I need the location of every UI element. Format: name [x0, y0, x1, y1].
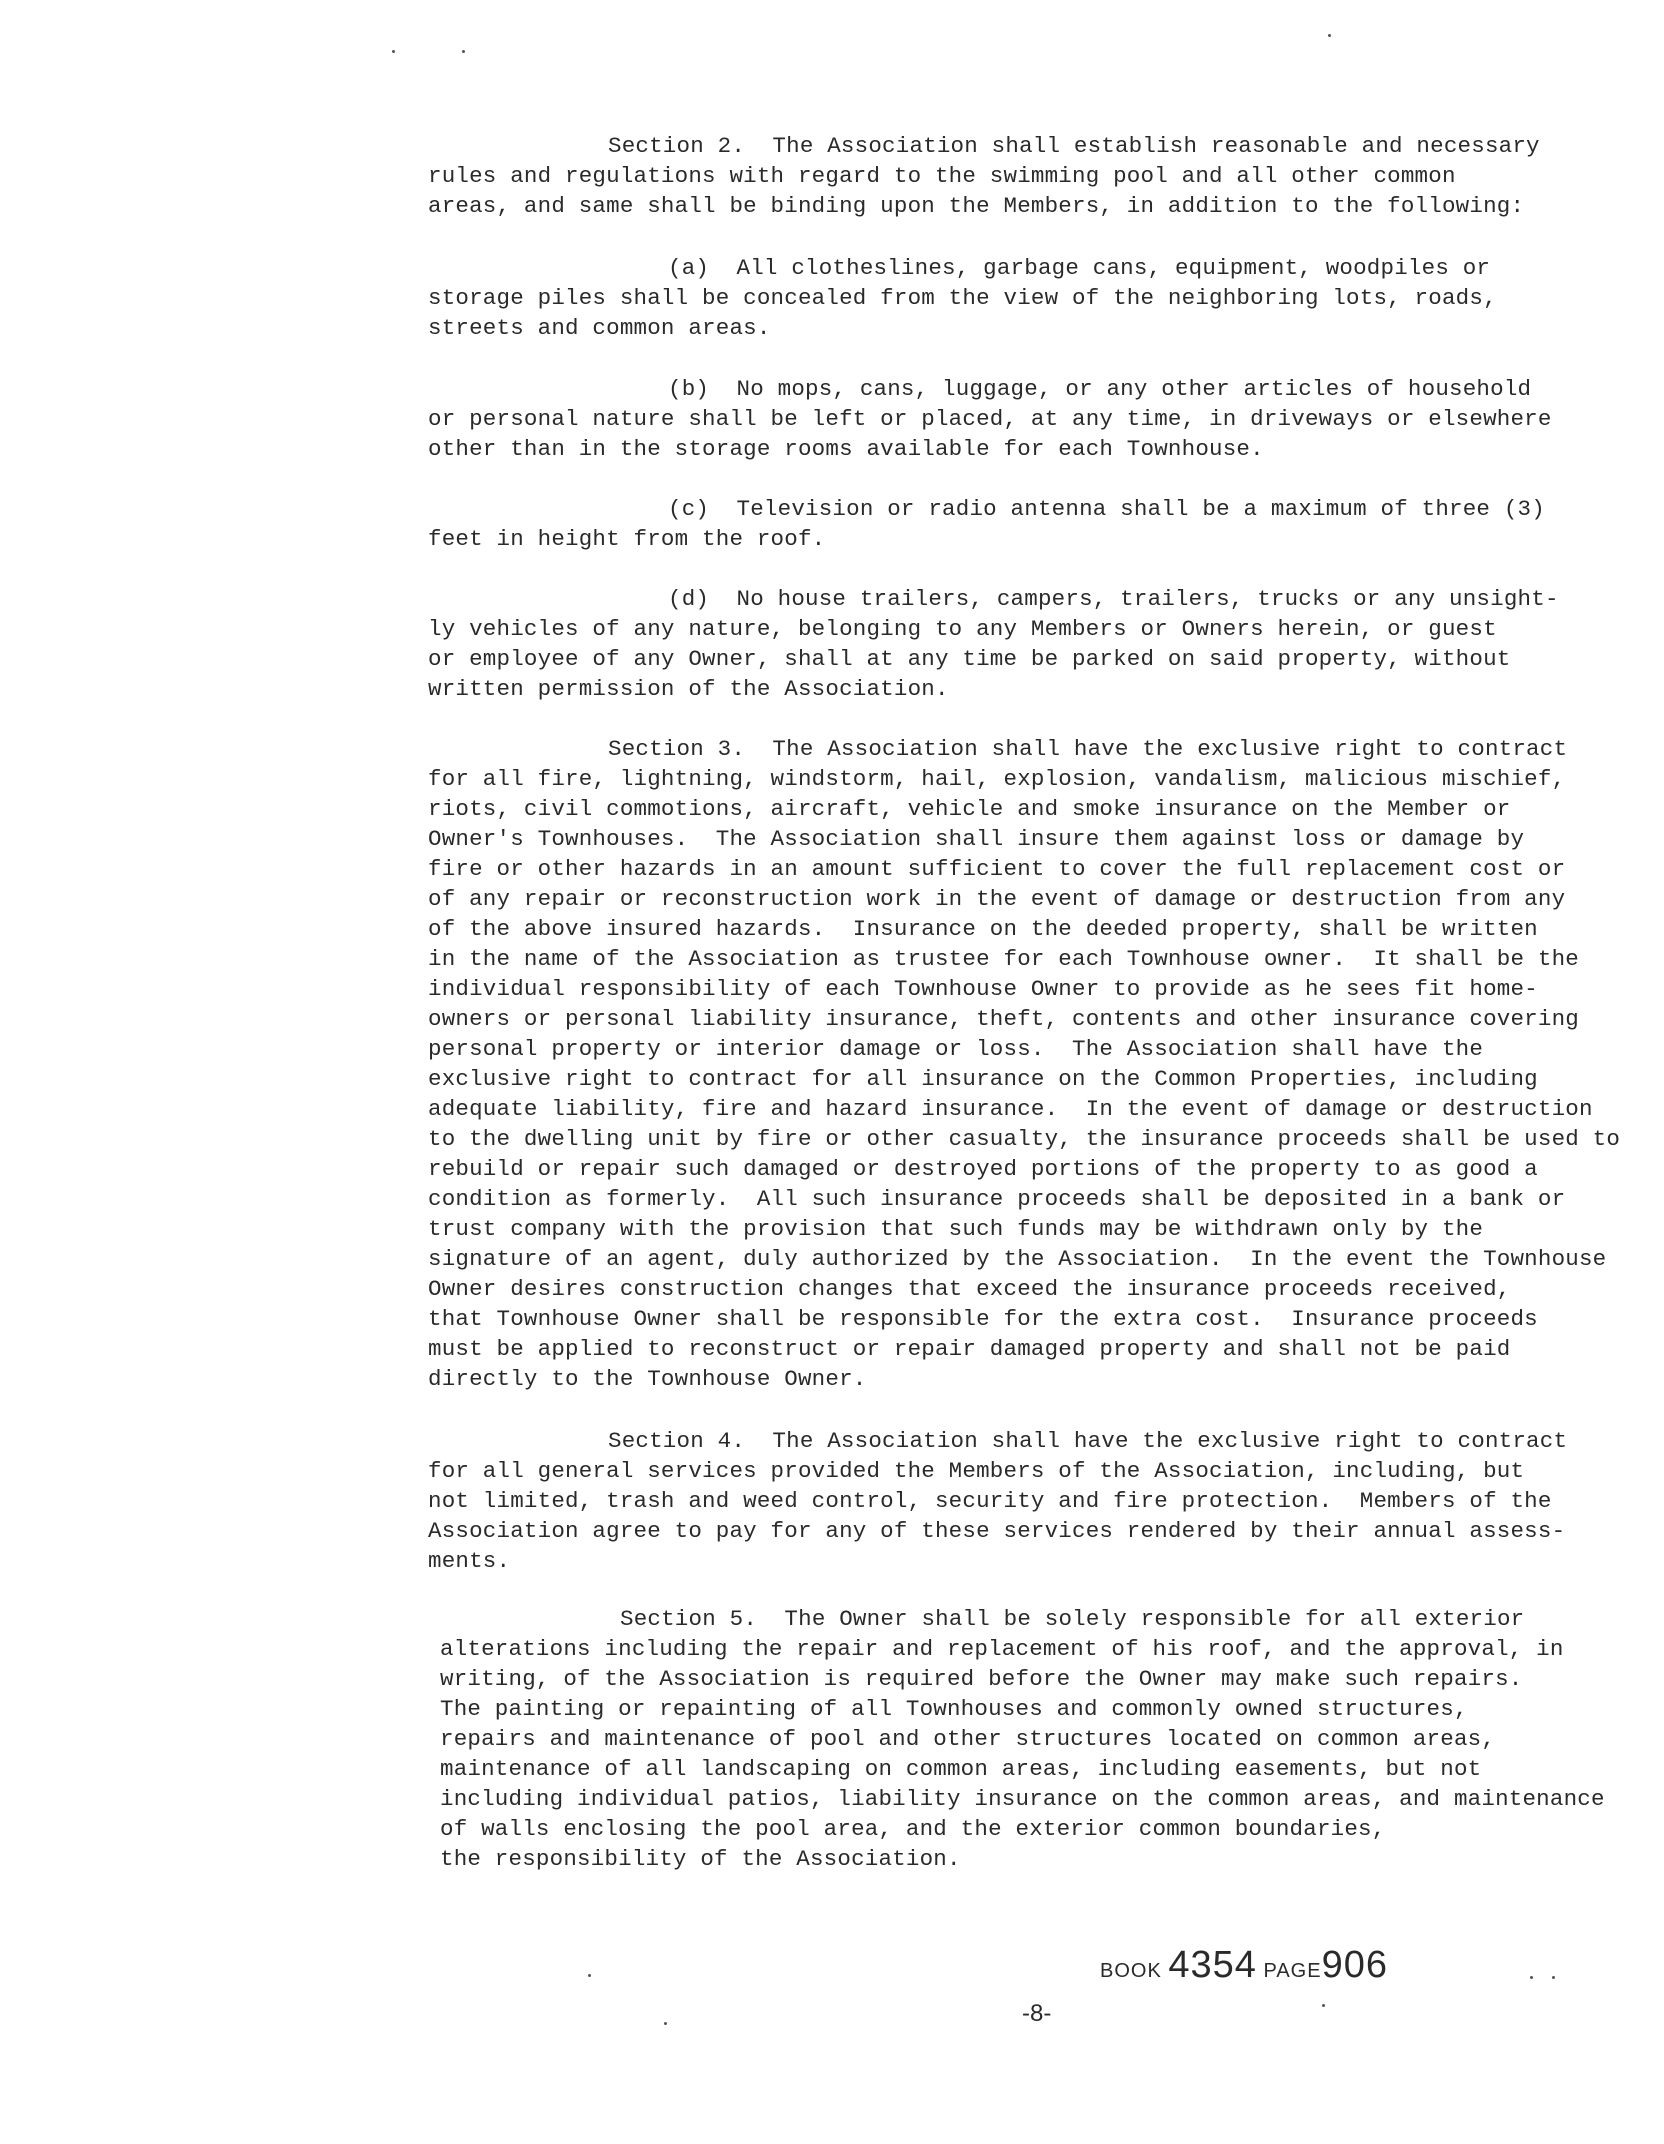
text-line: (c) Television or radio antenna shall be a maximum of three (3)	[668, 496, 1545, 522]
scan-speck	[462, 50, 465, 53]
item-a-paragraph	[428, 253, 1588, 343]
text-line: ly vehicles of any nature, belonging to any Members or Owners herein, or guest	[428, 616, 1497, 642]
item-d-paragraph	[428, 584, 1588, 704]
text-line: or personal nature shall be left or placed, at any time, in driveways or elsewhere	[428, 406, 1552, 432]
text-line: adequate liability, fire and hazard insurance. In the event of damage or destruction	[428, 1096, 1593, 1122]
text-line: Association agree to pay for any of these services rendered by their annual assess-	[428, 1518, 1566, 1544]
text-line: other than in the storage rooms available for each Townhouse.	[428, 436, 1264, 462]
text-line: not limited, trash and weed control, security and fire protection. Members of the	[428, 1488, 1552, 1514]
scan-speck	[1530, 1976, 1533, 1979]
text-line: owners or personal liability insurance, theft, contents and other insurance covering	[428, 1006, 1579, 1032]
text-line: for all fire, lightning, windstorm, hail, explosion, vandalism, malicious mischief,	[428, 766, 1566, 792]
section-2-paragraph	[428, 131, 1588, 221]
section-4-paragraph	[428, 1426, 1588, 1576]
section-5-paragraph	[440, 1604, 1605, 1874]
text-line: or employee of any Owner, shall at any time be parked on said property, without	[428, 646, 1511, 672]
text-line: (b) No mops, cans, luggage, or any other articles of household	[668, 376, 1532, 402]
text-line: The painting or repainting of all Townhouses and commonly owned structures,	[440, 1696, 1468, 1722]
scan-speck	[1322, 2004, 1325, 2007]
text-line: repairs and maintenance of pool and other structures located on common areas,	[440, 1726, 1496, 1752]
text-line: Section 5. The Owner shall be solely responsible for all exterior	[620, 1606, 1525, 1632]
scan-speck	[664, 2022, 667, 2025]
text-line: personal property or interior damage or loss. The Association shall have the	[428, 1036, 1484, 1062]
item-c-paragraph	[428, 494, 1588, 554]
text-line: for all general services provided the Members of the Association, including, but	[428, 1458, 1525, 1484]
text-line: writing, of the Association is required before the Owner may make such repairs.	[440, 1666, 1523, 1692]
text-line: Section 4. The Association shall have the exclusive right to contract	[608, 1428, 1568, 1454]
scan-speck	[392, 50, 395, 53]
text-line: (a) All clotheslines, garbage cans, equipment, woodpiles or	[668, 255, 1491, 281]
text-line: to the dwelling unit by fire or other casualty, the insurance proceeds shall be used to	[428, 1126, 1621, 1152]
text-line: areas, and same shall be binding upon the Members, in addition to the following:	[428, 193, 1525, 219]
text-line: trust company with the provision that such funds may be withdrawn only by the	[428, 1216, 1484, 1242]
text-line: in the name of the Association as trustee for each Townhouse owner. It shall be the	[428, 946, 1579, 972]
text-line: signature of an agent, duly authorized by the Association. In the event the Townhouse	[428, 1246, 1607, 1272]
text-line: maintenance of all landscaping on common areas, including easements, but not	[440, 1756, 1482, 1782]
text-line: of any repair or reconstruction work in the event of damage or destruction from any	[428, 886, 1566, 912]
text-line: exclusive right to contract for all insurance on the Common Properties, including	[428, 1066, 1538, 1092]
text-line: Section 2. The Association shall establish reasonable and necessary	[608, 133, 1540, 159]
text-line: rules and regulations with regard to the swimming pool and all other common	[428, 163, 1456, 189]
text-line: directly to the Townhouse Owner.	[428, 1366, 867, 1392]
scan-speck	[1328, 34, 1331, 37]
page-number: -8-	[1022, 2000, 1052, 2027]
text-line: alterations including the repair and replacement of his roof, and the approval, in	[440, 1636, 1564, 1662]
text-line: (d) No house trailers, campers, trailers, trucks or any unsight-	[668, 586, 1559, 612]
page-label: PAGE	[1263, 1960, 1322, 1982]
text-line: condition as formerly. All such insurance proceeds shall be deposited in a bank or	[428, 1186, 1566, 1212]
book-page-stamp	[1100, 1944, 1388, 1987]
scan-speck	[1552, 1976, 1555, 1979]
text-line: feet in height from the roof.	[428, 526, 826, 552]
text-line: rebuild or repair such damaged or destroyed portions of the property to as good a	[428, 1156, 1538, 1182]
text-line: Section 3. The Association shall have the exclusive right to contract	[608, 736, 1568, 762]
item-b-paragraph	[428, 374, 1588, 464]
text-line: Owner desires construction changes that exceed the insurance proceeds received,	[428, 1276, 1511, 1302]
text-line: storage piles shall be concealed from the view of the neighboring lots, roads,	[428, 285, 1497, 311]
text-line: that Townhouse Owner shall be responsible for the extra cost. Insurance proceeds	[428, 1306, 1538, 1332]
book-label: BOOK	[1100, 1960, 1162, 1982]
page-reference: 906	[1321, 1944, 1388, 1986]
text-line: of the above insured hazards. Insurance on the deeded property, shall be written	[428, 916, 1538, 942]
text-line: riots, civil commotions, aircraft, vehicle and smoke insurance on the Member or	[428, 796, 1511, 822]
text-line: including individual patios, liability insurance on the common areas, and maintenance	[440, 1786, 1605, 1812]
section-3-paragraph	[428, 734, 1621, 1394]
text-line: must be applied to reconstruct or repair damaged property and shall not be paid	[428, 1336, 1511, 1362]
scan-speck	[588, 1974, 591, 1977]
text-line: ments.	[428, 1548, 511, 1574]
text-line: written permission of the Association.	[428, 676, 949, 702]
text-line: the responsibility of the Association.	[440, 1846, 961, 1872]
book-number: 4354	[1168, 1944, 1257, 1986]
text-line: fire or other hazards in an amount sufficient to cover the full replacement cost or	[428, 856, 1566, 882]
text-line: streets and common areas.	[428, 315, 771, 341]
text-line: individual responsibility of each Townhouse Owner to provide as he sees fit home-	[428, 976, 1538, 1002]
text-line: of walls enclosing the pool area, and the exterior common boundaries,	[440, 1816, 1386, 1842]
text-line: Owner's Townhouses. The Association shall insure them against loss or damage by	[428, 826, 1525, 852]
